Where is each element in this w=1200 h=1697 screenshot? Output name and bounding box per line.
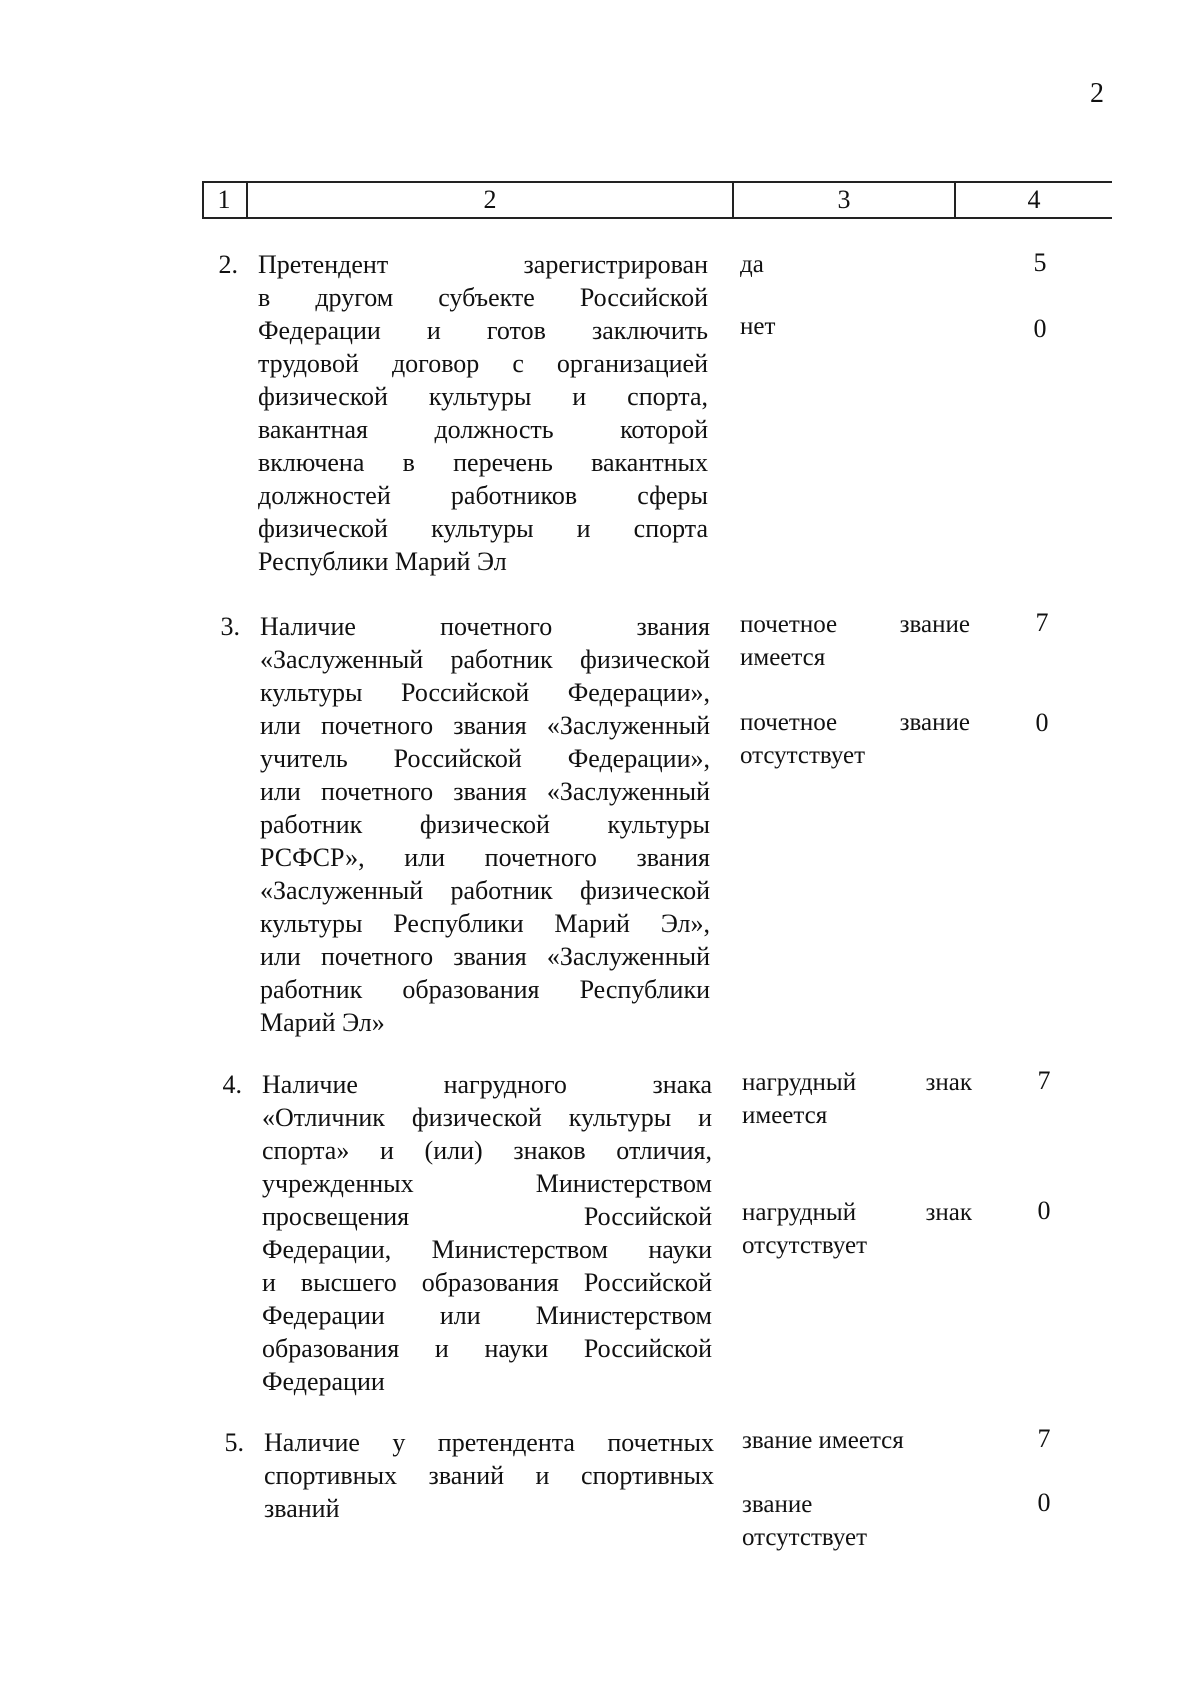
option-text <box>740 310 970 343</box>
option-line: почетное звание <box>740 611 970 638</box>
option-text <box>742 1424 972 1457</box>
score: 7 <box>1035 608 1049 637</box>
option-text <box>740 248 970 281</box>
criterion-line: РСФСР», или почетного звания <box>260 843 710 872</box>
criterion-line: Федерации и готов заключить <box>258 316 708 345</box>
score: 0 <box>1037 1488 1051 1517</box>
option-text <box>742 1488 972 1554</box>
row-number: 2. <box>218 250 238 279</box>
option-line: звание имеется <box>742 1427 904 1454</box>
page-number: 2 <box>1090 78 1104 109</box>
criterion-line: учитель Российской Федерации», <box>260 744 710 773</box>
criterion-line: вакантная должность которой <box>258 415 708 444</box>
criterion-line: трудовой договор с организацией <box>258 349 708 378</box>
option-text <box>742 1196 972 1262</box>
header-cell-3: 3 <box>837 185 851 214</box>
criterion-text <box>264 1426 714 1525</box>
criterion-line: и высшего образования Российской <box>262 1268 712 1297</box>
criterion-text <box>262 1068 712 1398</box>
criterion-line: или почетного звания «Заслуженный <box>260 942 710 971</box>
criterion-line: Наличие почетного звания <box>260 612 710 641</box>
option-text <box>740 608 970 674</box>
criterion-line: физической культуры и спорта, <box>258 382 708 411</box>
row-number: 4. <box>222 1070 242 1099</box>
score: 7 <box>1037 1424 1051 1453</box>
option-line: нагрудный знак <box>742 1199 972 1226</box>
criterion-line: физической культуры и спорта <box>258 514 708 543</box>
criterion-line: Претендент зарегистрирован <box>258 250 708 279</box>
criterion-line: спортивных званий и спортивных <box>264 1461 714 1490</box>
option-text <box>742 1066 972 1132</box>
score: 0 <box>1035 708 1049 737</box>
criterion-line: «Заслуженный работник физической <box>260 645 710 674</box>
criterion-line: «Отличник физической культуры и <box>262 1103 712 1132</box>
header-cell-4: 4 <box>1027 185 1041 214</box>
criterion-line: спорта» и (или) знаков отличия, <box>262 1136 712 1165</box>
criterion-line: образования и науки Российской <box>262 1334 712 1363</box>
option-line: нагрудный знак <box>742 1069 972 1096</box>
criterion-line: Республики Марий Эл <box>258 547 507 576</box>
criterion-line: включена в перечень вакантных <box>258 448 708 477</box>
option-line: нет <box>740 313 776 340</box>
criterion-line: работник физической культуры <box>260 810 710 839</box>
option-line: да <box>740 251 764 278</box>
criterion-line: должностей работников сферы <box>258 481 708 510</box>
criterion-line: Федерации, Министерством науки <box>262 1235 712 1264</box>
option-line: имеется <box>742 1102 828 1129</box>
row-number: 5. <box>224 1428 244 1457</box>
table-header <box>202 181 1112 219</box>
score: 0 <box>1033 314 1047 343</box>
criterion-line: Федерации или Министерством <box>262 1301 712 1330</box>
criterion-line: Марий Эл» <box>260 1008 385 1037</box>
header-cell-2: 2 <box>483 185 497 214</box>
criterion-text <box>258 248 708 578</box>
option-line: почетное звание <box>740 709 970 736</box>
criterion-text <box>260 610 710 1039</box>
criterion-line: или почетного звания «Заслуженный <box>260 777 710 806</box>
option-line: отсутствует <box>740 742 866 769</box>
option-line: отсутствует <box>742 1524 868 1551</box>
criterion-line: Наличие у претендента почетных <box>264 1428 714 1457</box>
score: 5 <box>1033 248 1047 277</box>
criterion-line: учрежденных Министерством <box>262 1169 712 1198</box>
criterion-line: в другом субъекте Российской <box>258 283 708 312</box>
criterion-line: просвещения Российской <box>262 1202 712 1231</box>
option-text <box>740 706 970 772</box>
criterion-line: званий <box>264 1494 340 1523</box>
score: 7 <box>1037 1066 1051 1095</box>
criterion-line: Федерации <box>262 1367 385 1396</box>
option-line: отсутствует <box>742 1232 868 1259</box>
option-line: звание <box>742 1491 813 1518</box>
criterion-line: или почетного звания «Заслуженный <box>260 711 710 740</box>
option-line: имеется <box>740 644 826 671</box>
criterion-line: «Заслуженный работник физической <box>260 876 710 905</box>
score: 0 <box>1037 1196 1051 1225</box>
criterion-line: культуры Республики Марий Эл», <box>260 909 710 938</box>
header-cell-1: 1 <box>217 185 231 214</box>
criterion-line: культуры Российской Федерации», <box>260 678 710 707</box>
criterion-line: Наличие нагрудного знака <box>262 1070 712 1099</box>
criterion-line: работник образования Республики <box>260 975 710 1004</box>
row-number: 3. <box>220 612 240 641</box>
